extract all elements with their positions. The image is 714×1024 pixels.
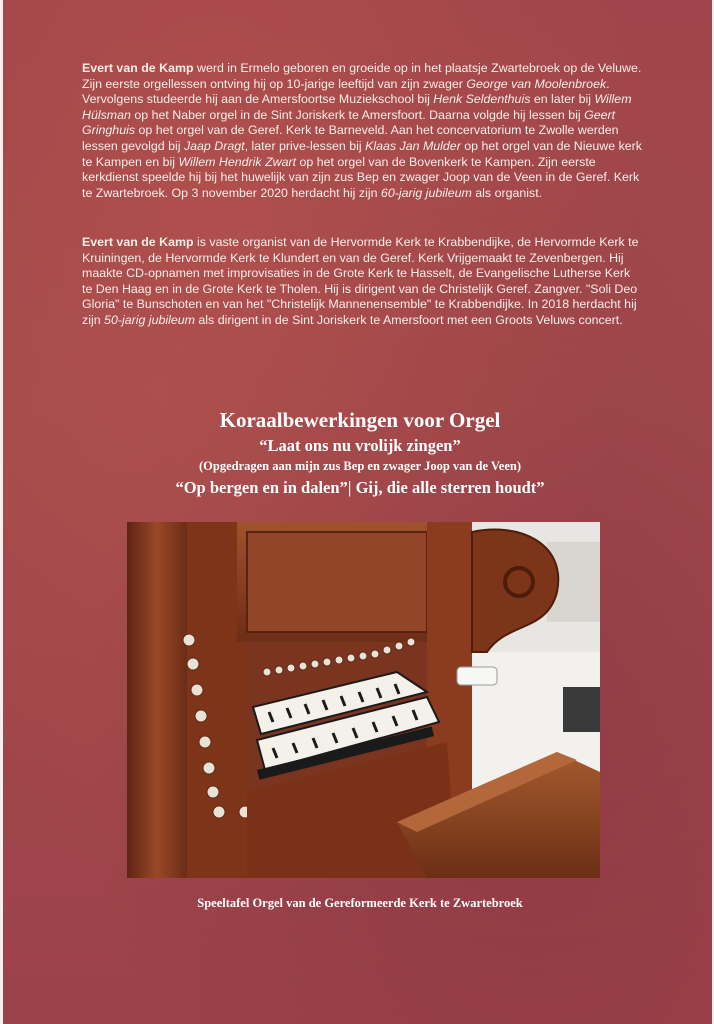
name-bold: Evert van de Kamp <box>82 61 194 75</box>
organ-console-photo <box>127 522 600 878</box>
photo-caption: Speeltafel Orgel van de Gereformeerde Kerk te Zwartebroek <box>197 896 523 910</box>
text-run: op het orgel van de Geref. Kerk te Barneveld. Aan het concervatorium te Zwolle werden lessen gevolgd bij <box>82 123 619 153</box>
text-run: is vaste organist van de Hervormde Kerk te Krabbendijke, de Hervormde Kerk te Kruiningen, de Hervormde Kerk te Klundert en van de Geref. Kerk Vrijgemaakt te Zevenbergen. Hij maakte CD-opnamen met improvisaties in de Grote Kerk te Hasselt, de Evangelische Lutherse Kerk te Den Haag en in de Grote Kerk te Tholen. Hij is dirigent van de Christelijk Geref. Zangver. "Soli Deo Gloria" te Bunschoten en van het "Christelijk Mannenensemble" te Krabbendijke. In 2018 herdacht hij zijn <box>82 235 639 327</box>
name-italic: Willem Hülsman <box>82 92 632 122</box>
organ-console-illustration <box>127 522 600 878</box>
section-title: Koraalbewerkingen voor Orgel <box>219 408 501 432</box>
text-run: als dirigent in de Sint Joriskerk te Amersfoort met een Groots Veluws concert. <box>194 312 623 327</box>
name-italic: Willem Hendrik Zwart <box>178 154 297 169</box>
dedication: (Opgedragen aan mijn zus Bep en zwager Joop van de Veen) <box>198 459 521 473</box>
name-bold: Evert van de Kamp <box>82 235 194 249</box>
jubilee-italic: 60-jarig jubileum <box>380 185 472 200</box>
text-run: en later bij <box>530 92 595 107</box>
name-italic: Geert Gringhuis <box>82 107 616 138</box>
text-run: . Vervolgens studeerde hij aan de Amersfoortse Muziekschool bij <box>82 76 610 107</box>
text-run: als organist. <box>471 185 543 200</box>
text-run: werd in Ermelo geboren en groeide op in het plaatsje Zwartebroek op de Veluwe. Zijn eerste orgellessen ontving hij op 10-jarige leeftijd van zijn zwager <box>82 61 642 91</box>
chorale-title-2: “Op bergen en in dalen”| Gij, die alle sterren houdt” <box>175 478 545 497</box>
text-run: op het Naber orgel in de Sint Joriskerk te Amersfoort. Daarna volgde hij lessen bij <box>130 107 585 122</box>
name-italic: George van Moolenbroek <box>466 76 607 91</box>
text-run: op het orgel van de Nieuwe kerk te Kampen en bij <box>82 138 642 169</box>
biography-paragraph-2 <box>82 235 642 329</box>
jubilee-italic: 50-jarig jubileum <box>104 312 195 327</box>
text-run: op het orgel van de Bovenkerk te Kampen. Zijn eerste kerkdienst speelde hij bij het huwelijk van zijn zus Bep en zwager Joop van de Veen in de Geref. Kerk te Zwartebroek. Op 3 november 2020 herdacht hij zijn <box>82 154 640 200</box>
chorale-title-1: “Laat ons nu vrolijk zingen” <box>259 436 461 455</box>
text-run: , later prive-lessen bij <box>244 138 366 153</box>
biography-paragraph-1 <box>82 61 642 201</box>
name-italic: Jaap Dragt <box>183 138 245 153</box>
name-italic: Henk Seldenthuis <box>433 92 531 107</box>
name-italic: Klaas Jan Mulder <box>365 138 461 153</box>
